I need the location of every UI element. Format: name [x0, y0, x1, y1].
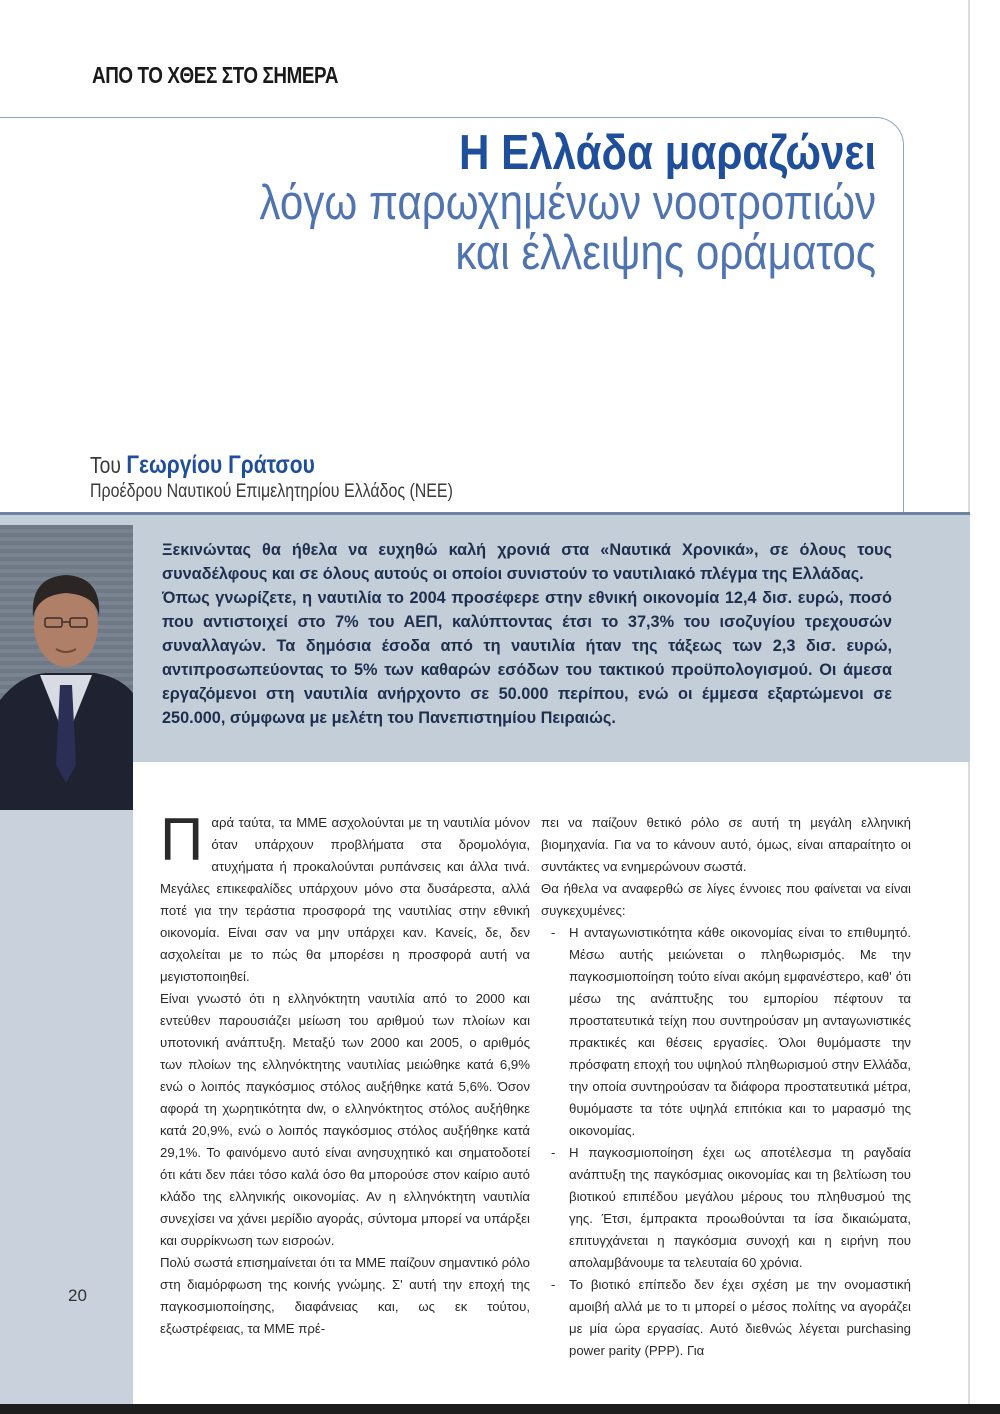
title-line-3: και έλλειψης οράματος: [455, 226, 876, 280]
lead-paragraph: [162, 538, 892, 730]
bullet-item: - Η ανταγωνιστικότητα κάθε οικονομίας είναι το επιθυμητό. Μέσω αυτής μειώνεται ο πληθωρισμός. Με την παγκοσμιοποίηση τούτο είναι ακόμη εμφανέστερο, καθ' ότι μέσω της ανάπτυξης του εμπορίου πέφτουν τα προστατευτικά τείχη που συντηρούσαν μη ανταγωνιστικές πρακτικές και θέσεις εργασίες. Όλοι θυμόμαστε την πρόσφατη εποχή του υψηλού πληθωρισμού στην Ελλάδα, την οποία συντηρούσαν τα διάφορα προστατευτικά μέτρα, θυμόμαστε τα τότε υψηλά επιτόκια και το μαρασμό της οικονομίας.: [541, 922, 911, 1142]
page-number: 20: [68, 1286, 87, 1305]
author-name: Γεωργίου Γράτσου: [126, 451, 315, 479]
article-title: [159, 128, 876, 278]
body-column-right: [541, 812, 911, 1362]
bullet-item: - Η παγκοσμιοποίηση έχει ως αποτέλεσμα τη ραγδαία ανάπτυξη της παγκόσμιας οικονομίας και τη βελτίωση του βιοτικού επιπέδου μεγάλου μέρους του πληθυσμού της γης. Έτσι, έμπρακτα προωθούνται τα ίσα δικαιώματα, επιτυγχάνεται η παγκόσμια συνοχή και η ειρήνη που απολαμβάνουμε τα τελευταία 60 χρόνια.: [541, 1142, 911, 1274]
lead-greeting: Ξεκινώντας θα ήθελα να ευχηθώ καλή χρονιά στα «Ναυτικά Χρονικά», σε όλους τους συναδέλφους και σε όλους αυτούς οι οποίοι συνιστούν το ναυτιλιακό πλέγμα της Ελλάδας.: [162, 541, 892, 583]
bullet-list: [541, 922, 911, 1362]
body-paragraph-2: Είναι γνωστό ότι η ελληνόκτητη ναυτιλία από το 2000 και εντεύθεν παρουσιάζει μείωση του αριθμού των πλοίων και υποτονική ανάπτυξη. Μεταξύ των 2000 και 2005, ο αριθμός των πλοίων της ελληνόκτητης ναυτιλίας μειώθηκε κατά 6,9% ενώ ο λοιπός παγκόσμιος στόλος αυξήθηκε κατά 5,6%. Όσον αφορά τη χωρητικότητα dw, ο ελληνόκτητος στόλος αυξήθηκε κατά 20,9%, ενώ ο λοιπός παγκόσμιος στόλος αυξήθηκε κατά 29,1%. Το φαινόμενο αυτό είναι ανησυχητικό και σηματοδοτεί ότι κάτι δεν πάει τόσο καλά όσο θα μπορούσε στον καίριο αυτό κλάδο της ελληνικής οικονομίας. Αν η ελληνόκτητη ναυτιλία συνεχίσει να χάνει μερίδιο αγοράς, σύντομα μπορεί να υπάρξει και συρρίκνωση των εισροών.: [160, 991, 530, 1248]
title-line-1: Η Ελλάδα μαραζώνει: [458, 126, 876, 180]
lead-statistics: Όπως γνωρίζετε, η ναυτιλία το 2004 προσέφερε στην εθνική οικονομία 12,4 δισ. ευρώ, ποσό που αντιστοιχεί στο 7% του ΑΕΠ, καλύπτοντας έτσι το 37,3% του ισοζυγίου τρεχουσών συναλλαγών. Τα δημόσια έσοδα από τη ναυτιλία ήταν της τάξεως των 2,3 δισ. ευρώ, αντιπροσωπεύοντας το 5% των καθαρών εσόδων του τακτικού προϋπολογισμού. Οι άμεσα εργαζόμενοι στη ναυτιλία ανήρχοντο σε 50.000 περίπου, ενώ οι έμμεσα εξαρτώμενοι σε 250.000, σύμφωνα με μελέτη του Πανεπιστημίου Πειραιώς.: [162, 589, 892, 727]
author-portrait-image: [0, 525, 133, 810]
body-paragraph-3: Πολύ σωστά επισημαίνεται ότι τα ΜΜΕ παίζουν σημαντικό ρόλο στη διαμόρφωση της κοινής γνώμης. Σ' αυτή την εποχή της παγκοσμιοποίησης, διαφάνειας και, ως εκ τούτου, εξωστρέφειας, τα ΜΜΕ πρέ-: [160, 1255, 530, 1336]
author-role: Προέδρου Ναυτικού Επιμελητηρίου Ελλάδος (ΝΕΕ): [90, 481, 453, 502]
dropcap: Π: [160, 806, 204, 873]
body-column-left: [160, 806, 530, 1340]
page-bottom-edge: [0, 1404, 1000, 1414]
title-line-2: λόγω παρωχημένων νοοτροπιών: [259, 176, 876, 230]
body-paragraph-1: Παρά ταύτα, τα ΜΜΕ ασχολούνται με τη ναυτιλία μόνον όταν υπάρχουν προβλήματα στα δρομολόγια, ατυχήματα ή προκαλούνται ρυπάνσεις και άλλα τινά. Μεγάλες επικεφαλίδες υπάρχουν μόνο στα δυσάρεστα, αλλά ποτέ για την τεράστια προσφορά της ναυτιλίας στην εθνική οικονομία. Είναι σαν να μην υπάρχει καν. Κανείς, δε, δεν ασχολείται με το πώς θα μπορέσει η προσφορά αυτή να μεγιστοποιηθεί.: [160, 806, 530, 984]
author-photo: [0, 525, 133, 810]
byline: [90, 450, 522, 504]
body-paragraph-4: πει να παίζουν θετικό ρόλο σε αυτή τη μεγάλη ελληνική βιομηχανία. Για να το κάνουν αυτό, όμως, είναι απαραίτητο οι συντάκτες να ενημερώνουν σωστά.: [541, 815, 911, 874]
bullet-item: - Το βιοτικό επίπεδο δεν έχει σχέση με την ονομαστική αμοιβή αλλά με το τι μπορεί ο μέσος πολίτης να αγοράζει με μία ώρα εργασίας. Αυτό διεθνώς λέγεται purchasing power parity (PPP). Για: [541, 1274, 911, 1362]
body-paragraph-5: Θα ήθελα να αναφερθώ σε λίγες έννοιες που φαίνεται να είναι συγκεχυμένες:: [541, 881, 911, 918]
section-header: ΑΠΟ ΤΟ ΧΘΕΣ ΣΤΟ ΣΗΜΕΡΑ: [92, 62, 339, 88]
byline-prefix: Του: [90, 452, 122, 478]
